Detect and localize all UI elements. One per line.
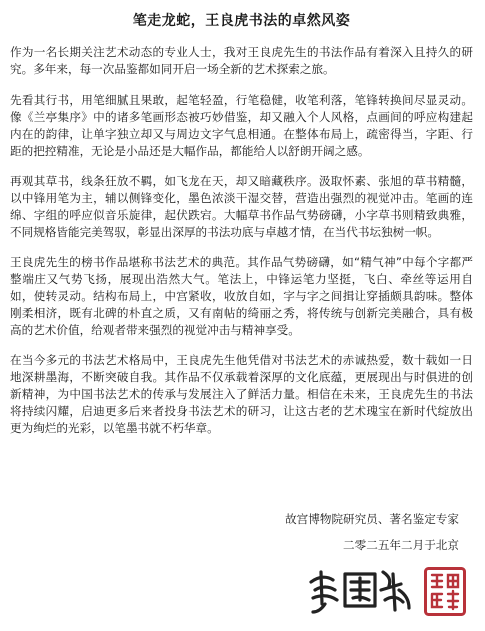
paragraph-conclusion: 在当今多元的书法艺术格局中，王良虎先生他凭借对书法艺术的赤诚热爱，数十载如一日地深耕墨海，不断突破自我。其作品不仅承载着深厚的文化底蕴，更展现出与时俱进的创新精神，为中国书法艺术的传承与发展注入了鲜活力量。相信在未来，王良虎先生的书法将持续闪耀，启迪更多后来者投身书法艺术的研习，让这古老的艺术瑰宝在新时代绽放出更为绚烂的光彩，以笔墨书就不朽华章。 <box>10 353 473 435</box>
red-seal-stamp <box>424 567 466 616</box>
paragraph-large-script: 王良虎先生的榜书作品堪称书法艺术的典范。其作品气势磅礴，如“精气神”中每个字都严整端庄又气势飞扬，展现出浩然大气。笔法上，中锋运笔力坚挺，飞白、牵丝等运用自如，使转灵动。结构布局上，中宫紧收，收放自如，字与字之间揖让穿插颇具韵味。整体刚柔相济，既有北碑的朴直之质，又有南帖的绮丽之秀，将传统与创新完美融合，具有极高的艺术价值，给观者带来强烈的视觉冲击与精神享受。 <box>10 255 473 337</box>
signature-organization: 故宫博物院研究员、著名鉴定专家 <box>285 512 459 526</box>
document-title: 笔走龙蛇，王良虎书法的卓然风姿 <box>132 13 351 29</box>
handwritten-signature <box>305 560 415 618</box>
signature-date: 二零二五年二月于北京 <box>343 538 459 552</box>
paragraph-running-script: 先看其行书，用笔细腻且果敢，起笔轻盈，行笔稳健，收笔利落，笔锋转换间尽显灵动。像《兰亭集序》中的诸多笔画形态被巧妙借鉴，却又融入个人风格，点画间的呼应构建起内在的韵律，让单字独立却又与周边文字气息相通。在整体布局上，疏密得当，字距、行距的把控精准，无论是小品还是大幅作品，都能给人以舒朗开阔之感。 <box>10 93 473 158</box>
paragraph-cursive-script: 再观其草书，线条狂放不羁，如飞龙在天，却又暗藏秩序。汲取怀素、张旭的草书精髓，以中锋用笔为主，辅以侧锋变化，墨色浓淡干湿交替，营造出强烈的视觉冲击。笔画的连绵、字组的呼应似音乐旋律，起伏跌宕。大幅草书作品气势磅礴，小字草书则精致典雅，不同规格皆能完美驾驭，彰显出深厚的书法功底与卓越才情，在当代书坛独树一帜。 <box>10 174 473 239</box>
paragraph-intro: 作为一名长期关注艺术动态的专业人士，我对王良虎先生的书法作品有着深入且持久的研究。多年来，每一次品鉴都如同开启一场全新的艺术探索之旅。 <box>10 45 473 76</box>
